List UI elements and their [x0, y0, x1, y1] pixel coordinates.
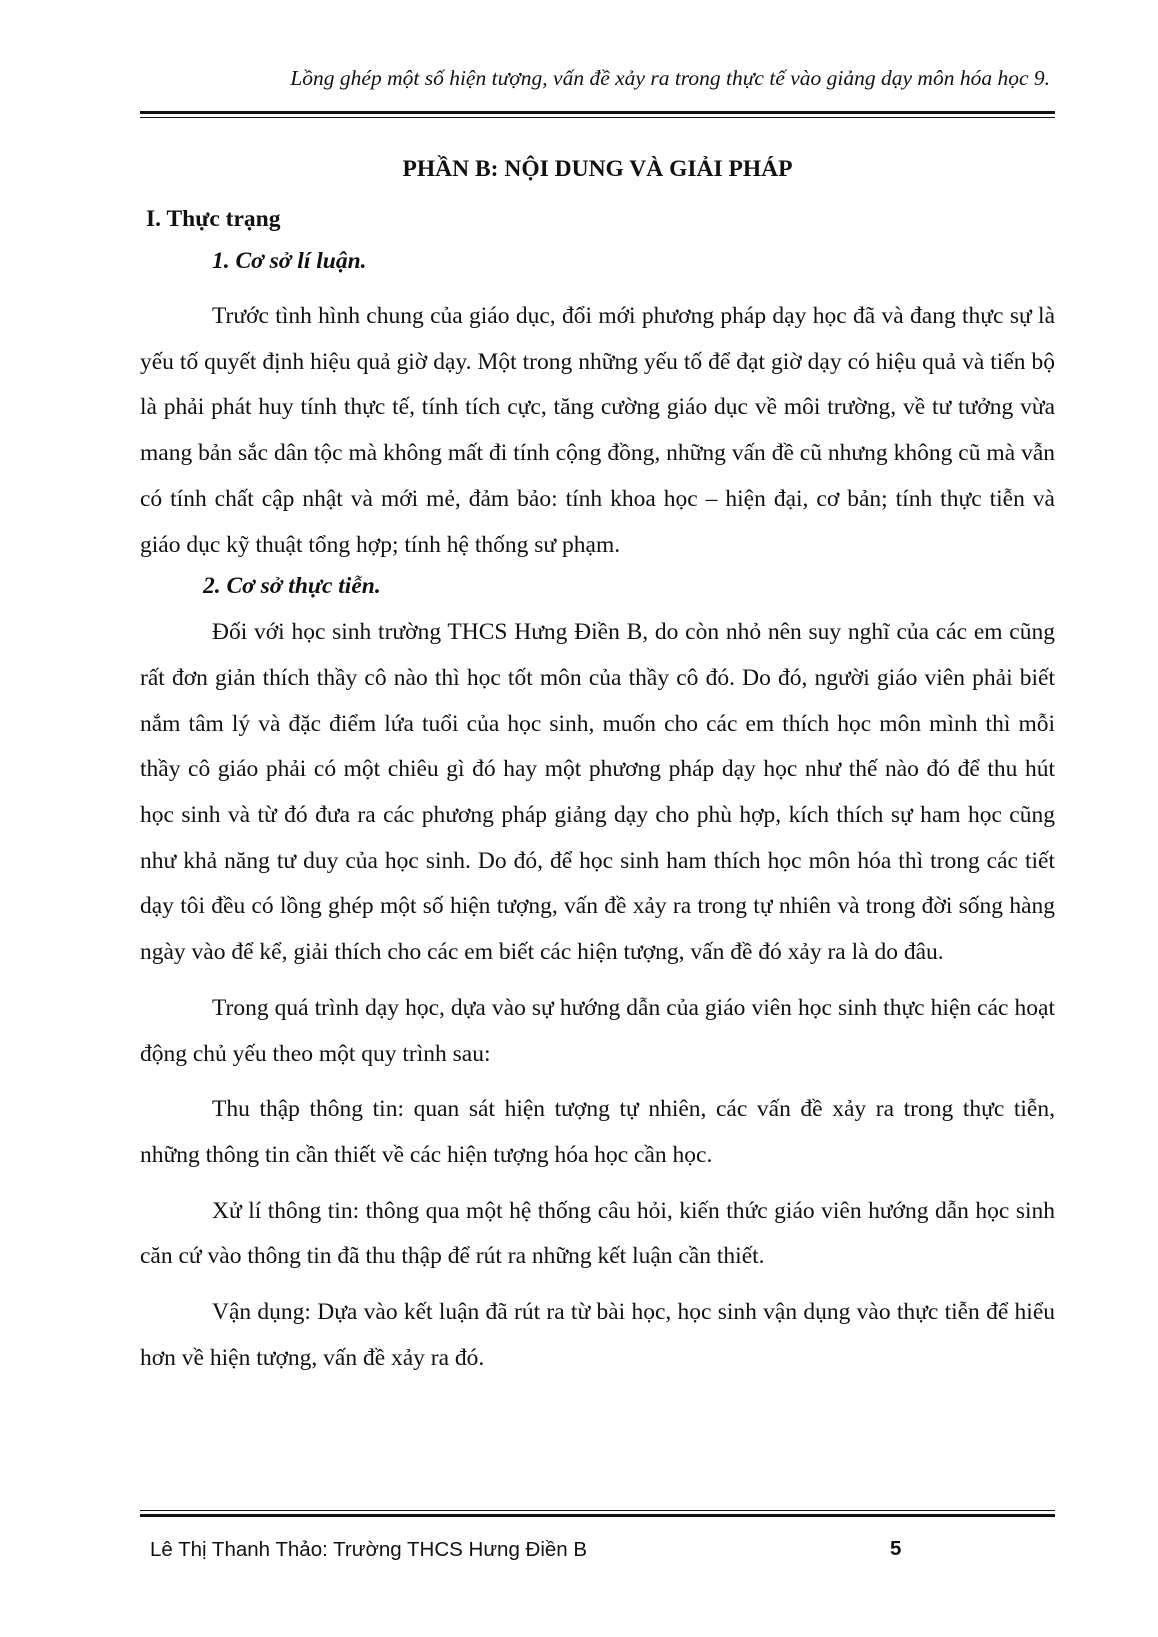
paragraph-6: Vận dụng: Dựa vào kết luận đã rút ra từ bài học, học sinh vận dụng vào thực tiễn để hiểu hơn về hiện tượng, vấn đề xảy ra đó.: [140, 1299, 1055, 1371]
subsection-heading-2: 2. Cơ sở thực tiễn.: [203, 573, 381, 600]
paragraph-5: Xử lí thông tin: thông qua một hệ thống câu hỏi, kiến thức giáo viên hướng dẫn học sinh căn cứ vào thông tin đã thu thập để rút ra những kết luận cần thiết.: [140, 1197, 1055, 1270]
paragraph-1: Trước tình hình chung của giáo dục, đổi mới phương pháp dạy học đã và đang thực sự là yếu tố quyết định hiệu quả giờ dạy. Một trong những yếu tố để đạt giờ dạy có hiệu quả và tiến bộ là phải phát huy tính thực tế, tính tích cực, tăng cường giáo dục về môi trường, về tư tưởng vừa mang bản sắc dân tộc mà không mất đi tính cộng đồng, những vấn đề cũ nhưng không cũ mà vẫn có tính chất cập nhật và mới mẻ, đảm bảo: tính khoa học – hiện đại, cơ bản; tính thực tiễn và giáo dục kỹ thuật tổng hợp; tính hệ thống sư phạm.: [140, 303, 1055, 558]
subsection-heading-1: 1. Cơ sở lí luận.: [212, 248, 367, 274]
running-header: Lồng ghép một số hiện tượng, vấn đề xảy ra trong thực tế vào giảng dạy môn hóa học 9.: [290, 66, 1050, 90]
document-body: [140, 294, 1055, 1381]
footer-rule-thick: [140, 1514, 1055, 1517]
footer-author: Lê Thị Thanh Thảo: Trường THCS Hưng Điền B: [150, 1538, 588, 1561]
header-rule-thick: [140, 111, 1055, 114]
paragraph-4: Thu thập thông tin: quan sát hiện tượng tự nhiên, các vấn đề xảy ra trong thực tiễn, những thông tin cần thiết về các hiện tượng hóa học cần học.: [140, 1096, 1055, 1168]
paragraph-2: Đối với học sinh trường THCS Hưng Điền B, do còn nhỏ nên suy nghĩ của các em cũng rất đơn giản thích thầy cô nào thì học tốt môn của thầy cô đó. Do đó, người giáo viên phải biết nắm tâm lý và đặc điểm lứa tuổi của học sinh, muốn cho các em thích học môn mình thì mỗi thầy cô giáo phải có một chiêu gì đó hay một phương pháp dạy học như thế nào đó để thu hút học sinh và từ đó đưa ra các phương pháp giảng dạy cho phù hợp, kích thích sự ham học cũng như khả năng tư duy của học sinh. Do đó, để học sinh ham thích học môn hóa thì trong các tiết dạy tôi đều có lồng ghép một số hiện tượng, vấn đề xảy ra trong tự nhiên và trong đời sống hàng ngày vào để kể, giải thích cho các em biết các hiện tượng, vấn đề đó xảy ra là do đâu.: [140, 619, 1055, 966]
part-title: PHẦN B: NỘI DUNG VÀ GIẢI PHÁP: [402, 156, 793, 182]
footer-rule-thin: [140, 1510, 1055, 1511]
header-rule-thin: [140, 117, 1055, 118]
section-heading: I. Thực trạng: [146, 206, 281, 232]
paragraph-3: Trong quá trình dạy học, dựa vào sự hướng dẫn của giáo viên học sinh thực hiện các hoạt động chủ yếu theo một quy trình sau:: [140, 994, 1055, 1067]
page-number: 5: [890, 1537, 902, 1560]
